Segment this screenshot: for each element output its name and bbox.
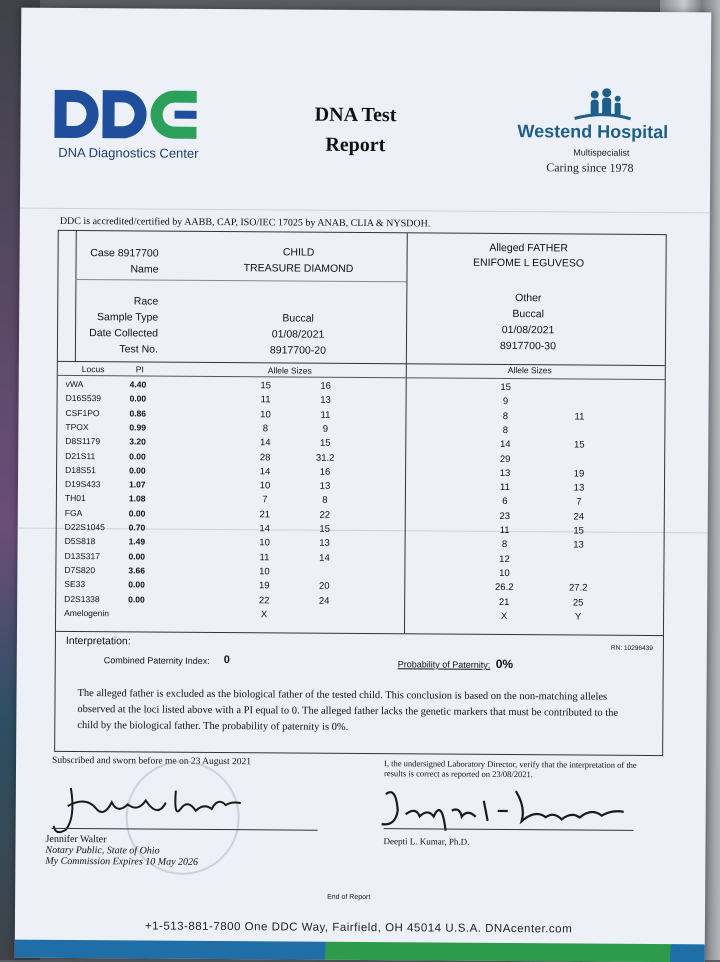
locus-row xyxy=(56,608,656,625)
locus-cell-c2: 15 xyxy=(305,524,345,535)
director-name: Deepti L. Kumar, Ph.D. xyxy=(383,836,469,847)
locus-cell-f1: 9 xyxy=(486,396,526,407)
hospital-name: Westend Hospital xyxy=(517,121,668,143)
locus-cell-f1: 8 xyxy=(485,425,525,436)
report-title xyxy=(290,99,420,160)
report-title-line2: Report xyxy=(290,129,420,160)
child-allele-header: Allele Sizes xyxy=(268,365,312,375)
locus-cell-f1: 26.2 xyxy=(484,582,524,593)
locus-cell-locus: D19S433 xyxy=(65,479,101,489)
locus-cell-c1: 11 xyxy=(246,394,286,405)
locus-cell-locus: D8S1179 xyxy=(65,436,100,446)
father-date-collected: 01/08/2021 xyxy=(438,324,618,337)
child-heading: CHILD xyxy=(219,246,379,259)
hospital-tagline: Caring since 1978 xyxy=(546,160,633,176)
frame-divider xyxy=(75,279,406,282)
locus-cell-pi: 0.70 xyxy=(129,522,146,532)
locus-cell-pi: 3.20 xyxy=(129,437,146,447)
locus-cell-f2: 11 xyxy=(559,411,599,422)
locus-cell-f2: 19 xyxy=(559,468,599,479)
father-race: Other xyxy=(438,292,618,305)
child-name: TREASURE DIAMOND xyxy=(218,262,378,275)
frame-divider xyxy=(75,231,77,361)
locus-cell-c1: 10 xyxy=(245,480,285,491)
ddc-logo-subtitle: DNA Diagnostics Center xyxy=(58,145,198,161)
locus-cell-f1: 23 xyxy=(485,511,525,522)
locus-cell-f2: 15 xyxy=(559,440,599,451)
locus-cell-c2: 9 xyxy=(305,423,345,434)
locus-cell-f1: 15 xyxy=(486,382,526,393)
locus-cell-f2: Y xyxy=(558,611,598,622)
locus-cell-locus: SE33 xyxy=(64,579,85,589)
child-test-no: 8917700-20 xyxy=(218,344,378,357)
loci-table-body xyxy=(59,231,666,235)
accreditation-text: DDC is accredited/certified by AABB, CAP, ISO/IEC 17025 by ANAB, CLIA & NYSDOH. xyxy=(60,216,431,230)
locus-cell-c1: 11 xyxy=(244,552,284,563)
locus-cell-c1: 8 xyxy=(245,423,285,434)
notary-commission: My Commission Expires 10 May 2026 xyxy=(45,856,198,868)
family-icon xyxy=(573,86,633,124)
frame-divider xyxy=(56,631,663,636)
locus-cell-pi: 0.00 xyxy=(129,508,146,518)
cpi-label: Combined Paternity Index: xyxy=(104,655,210,666)
child-date-collected: 01/08/2021 xyxy=(218,328,378,341)
locus-cell-pi: 0.00 xyxy=(129,451,146,461)
locus-cell-pi: 0.00 xyxy=(128,594,145,604)
locus-cell-c1: 14 xyxy=(245,466,285,477)
locus-cell-f1: X xyxy=(484,611,524,622)
locus-cell-locus: D16S539 xyxy=(66,393,102,403)
locus-cell-locus: D2S1338 xyxy=(64,593,100,603)
locus-cell-pi: 0.00 xyxy=(128,580,145,590)
locus-cell-f1: 8 xyxy=(485,410,525,421)
locus-cell-c2: 14 xyxy=(304,552,344,563)
case-number: Case 8917700 xyxy=(90,247,158,259)
father-name: ENIFOME L EGUVESO xyxy=(439,257,619,270)
locus-cell-locus: D7S820 xyxy=(64,565,95,575)
locus-cell-c1: 28 xyxy=(245,452,285,463)
sample-type-label: Sample Type xyxy=(97,311,158,323)
probability-label: Probability of Paternity: xyxy=(398,659,491,670)
locus-cell-c2: 13 xyxy=(306,395,346,406)
locus-cell-f1: 11 xyxy=(485,482,525,493)
date-collected-label: Date Collected xyxy=(89,327,158,339)
locus-cell-c1: 19 xyxy=(244,580,284,591)
locus-cell-c1: 21 xyxy=(245,509,285,520)
locus-cell-f1: 10 xyxy=(484,568,524,579)
locus-cell-c1: 10 xyxy=(244,566,284,577)
hospital-subtitle: Multispecialist xyxy=(573,147,629,157)
locus-cell-pi: 3.66 xyxy=(128,565,145,575)
probability-value: 0% xyxy=(496,657,513,671)
locus-cell-c2: 8 xyxy=(305,495,345,506)
locus-cell-f1: 8 xyxy=(485,539,525,550)
locus-cell-c2: 13 xyxy=(305,481,345,492)
father-heading: Alleged FATHER xyxy=(439,242,619,255)
locus-cell-pi: 0.00 xyxy=(130,394,147,404)
child-sample-type: Buccal xyxy=(218,312,378,325)
test-no-label: Test No. xyxy=(119,343,158,355)
locus-cell-c2: 24 xyxy=(304,595,344,606)
footer-contact: +1-513-881-7800 One DDC Way, Fairfield, OH 45014 U.S.A. DNAcenter.com xyxy=(145,920,572,935)
father-test-no: 8917700-30 xyxy=(438,340,618,353)
locus-cell-pi: 4.40 xyxy=(130,379,147,389)
end-of-report: End of Report xyxy=(327,894,370,901)
locus-cell-c2: 20 xyxy=(304,581,344,592)
footer-color-bar xyxy=(15,940,705,962)
locus-cell-f1: 29 xyxy=(485,453,525,464)
locus-cell-pi: 0.00 xyxy=(128,551,145,561)
race-label: Race xyxy=(134,295,159,307)
locus-cell-pi: 1.07 xyxy=(129,479,146,489)
locus-cell-c1: 22 xyxy=(244,595,284,606)
frame-divider xyxy=(58,361,665,366)
locus-cell-f1: 12 xyxy=(484,553,524,564)
locus-cell-f2: 25 xyxy=(558,597,598,608)
locus-cell-locus: D18S51 xyxy=(65,465,96,475)
locus-cell-c2: 31.2 xyxy=(305,452,345,463)
sworn-statement: Subscribed and sworn before me on 23 August 2021 xyxy=(52,756,251,767)
locus-cell-pi: 1.08 xyxy=(129,494,146,504)
locus-cell-c2: 16 xyxy=(306,381,346,392)
interpretation-label: Interpretation: xyxy=(66,635,131,647)
paper-fold xyxy=(20,208,710,214)
name-label: Name xyxy=(130,263,158,275)
locus-cell-c1: 10 xyxy=(245,537,285,548)
locus-header: Locus xyxy=(82,364,105,374)
cpi-value: 0 xyxy=(224,654,230,666)
director-signature xyxy=(376,780,636,842)
locus-cell-c2: 15 xyxy=(305,438,345,449)
notary-title: Notary Public, State of Ohio xyxy=(45,845,198,857)
ddc-logo xyxy=(50,86,200,143)
locus-cell-locus: D5S818 xyxy=(65,536,96,546)
locus-cell-c1: 14 xyxy=(245,523,285,534)
locus-cell-locus: TPOX xyxy=(65,422,88,432)
locus-cell-c1: 14 xyxy=(245,437,285,448)
notary-block xyxy=(45,834,198,868)
locus-cell-f2: 7 xyxy=(559,497,599,508)
locus-cell-c2: 22 xyxy=(305,509,345,520)
locus-cell-f1: 13 xyxy=(485,468,525,479)
locus-cell-f2: 24 xyxy=(559,511,599,522)
rn-number: RN: 10296439 xyxy=(611,645,653,652)
locus-cell-c1: 15 xyxy=(246,380,286,391)
locus-cell-f2: 15 xyxy=(559,525,599,536)
locus-cell-pi: 0.00 xyxy=(129,465,146,475)
locus-cell-f2: 27.2 xyxy=(558,583,598,594)
locus-cell-f2: 13 xyxy=(559,540,599,551)
results-table xyxy=(54,230,667,756)
locus-cell-c1: 7 xyxy=(245,495,285,506)
father-sample-type: Buccal xyxy=(438,308,618,321)
locus-cell-locus: FGA xyxy=(65,508,83,518)
locus-cell-locus: D13S317 xyxy=(64,551,100,561)
pi-header: PI xyxy=(136,364,144,374)
locus-cell-pi: 1.49 xyxy=(129,537,146,547)
notary-name: Jennifer Walter xyxy=(45,834,198,846)
locus-cell-c2: 13 xyxy=(305,538,345,549)
locus-cell-locus: D22S1045 xyxy=(65,522,105,532)
locus-cell-c1: X xyxy=(244,609,284,620)
locus-cell-locus: Amelogenin xyxy=(64,608,109,618)
locus-cell-c2: 16 xyxy=(305,466,345,477)
father-allele-header: Allele Sizes xyxy=(508,365,552,375)
locus-cell-pi: 0.86 xyxy=(129,408,146,418)
locus-cell-f1: 21 xyxy=(484,596,524,607)
locus-cell-c1: 10 xyxy=(245,409,285,420)
report-paper xyxy=(15,8,712,962)
locus-cell-c2: 11 xyxy=(305,409,345,420)
locus-cell-f1: 6 xyxy=(485,496,525,507)
locus-cell-f1: 14 xyxy=(485,439,525,450)
locus-cell-f1: 11 xyxy=(485,525,525,536)
locus-cell-locus: TH01 xyxy=(65,493,86,503)
locus-cell-f2: 13 xyxy=(559,482,599,493)
interpretation-text: The alleged father is excluded as the biological father of the tested child. This conclusion is based on the non-matching alleles observed at the loci listed above with a PI equal to 0. The alleged father lacks the genetic markers that must be contributed to the child by the biological father. The probability of paternity is 0%. xyxy=(77,686,637,738)
locus-cell-pi: 0.99 xyxy=(129,422,146,432)
locus-cell-locus: D21S11 xyxy=(65,450,95,460)
locus-cell-locus: CSF1PO xyxy=(65,408,99,418)
director-statement: I, the undersigned Laboratory Director, verify that the interpretation of the results is correct as reported on 23/08/2021. xyxy=(384,758,654,780)
locus-cell-locus: vWA xyxy=(66,379,84,389)
report-title-line1: DNA Test xyxy=(290,99,420,130)
